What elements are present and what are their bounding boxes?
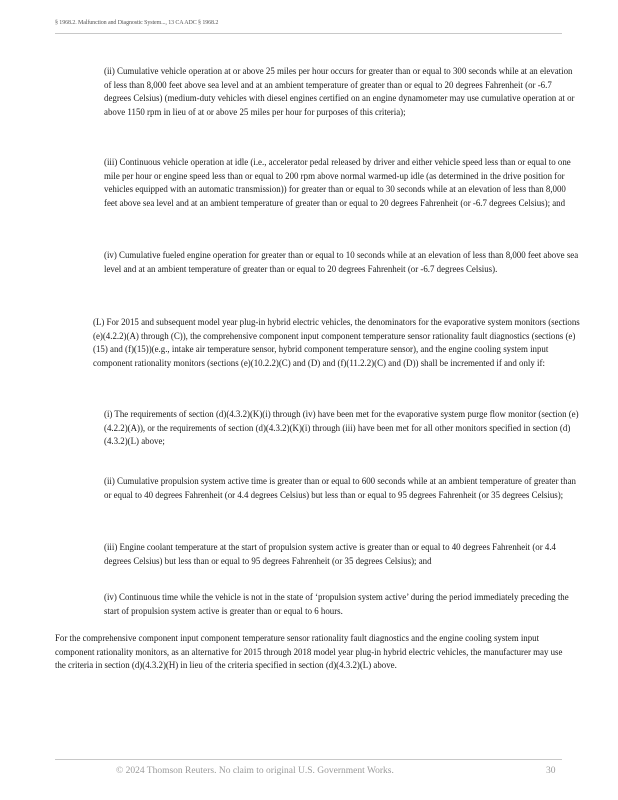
paragraph-L-phev-denominators: (L) For 2015 and subsequent model year plug-in hybrid electric vehicles, the denominators for the evaporative system monitors (sections (e)(4.2.2)(A) through (C)), the comprehensive component input component temperature sensor rationality fault diagnostics (sections (e)(15) and (f)(15))(e.g., intake air temperature sensor, hybrid component temperature sensor), and the engine cooling system input component rationality monitors (sections (e)(10.2.2)(C) and (D) and (f)(11.2.2)(C) and (D)) shall be incremented if and only if:	[93, 317, 580, 368]
paragraph-ii-vehicle-operation: (ii) Cumulative vehicle operation at or above 25 miles per hour occurs for greater than or equal to 300 seconds while at an elevation of less than 8,000 feet above sea level and at an ambient temperature of greater than or equal to 20 degrees Fahrenheit (or -6.7 degrees Celsius) (medium-duty vehicles with diesel engines certified on an engine dynamometer may use cumulative operation at or above 1150 rpm in lieu of at or above 25 miles per hour for purposes of this criteria);	[104, 66, 575, 117]
paragraph-iv-continuous-time: (iv) Continuous time while the vehicle is not in the state of ‘propulsion system active’ during the period immediately preceding the start of propulsion system active is greater than or equal to 6 hours.	[104, 592, 569, 616]
paragraph-iii-idle-operation: (iii) Continuous vehicle operation at idle (i.e., accelerator pedal released by driver and either vehicle speed less than or equal to one mile per hour or engine speed less than or equal to 200 rpm above normal warmed-up idle (as determined in the drive position for vehicles equipped with an automatic transmission)) for greater than or equal to 30 seconds while at an elevation of less than 8,000 feet above sea level and at an ambient temperature of greater than or equal to 20 degrees Fahrenheit (or -6.7 degrees Celsius); and	[104, 157, 571, 208]
paragraph-ii-propulsion-time: (ii) Cumulative propulsion system active time is greater than or equal to 600 seconds while at an ambient temperature of greater than or equal to 40 degrees Fahrenheit (or 4.4 degrees Celsius) but less than or equal to 95 degrees Fahrenheit (or 35 degrees Celsius);	[104, 476, 576, 500]
footer-copyright: © 2024 Thomson Reuters. No claim to original U.S. Government Works.	[116, 766, 394, 776]
running-header: § 1968.2. Malfunction and Diagnostic System..., 13 CA ADC § 1968.2	[55, 20, 219, 26]
footer-divider	[55, 759, 562, 760]
header-divider	[55, 33, 562, 34]
paragraph-iv-fueled-operation: (iv) Cumulative fueled engine operation for greater than or equal to 10 seconds while at an elevation of less than 8,000 feet above sea level and at an ambient temperature of greater than or equal to 20 degrees Fahrenheit (or -6.7 degrees Celsius).	[104, 250, 579, 274]
page-number: 30	[546, 766, 556, 776]
paragraph-i-requirements: (i) The requirements of section (d)(4.3.2)(K)(i) through (iv) have been met for the evaporative system purge flow monitor (section (e)(4.2.2)(A)), or the requirements of section (d)(4.3.2)(K)(i) through (iii) have been met for all other monitors specified in section (d)(4.3.2)(L) above;	[104, 409, 579, 447]
paragraph-alternative-criteria: For the comprehensive component input component temperature sensor rationality fault diagnostics and the engine cooling system input component rationality monitors, as an alternative for 2015 through 2018 model year plug-in hybrid electric vehicles, the manufacturer may use the criteria in section (d)(4.3.2)(H) in lieu of the criteria specified in section (d)(4.3.2)(L) above.	[55, 633, 563, 671]
paragraph-iii-coolant-temperature: (iii) Engine coolant temperature at the start of propulsion system active is greater than or equal to 40 degrees Fahrenheit (or 4.4 degrees Celsius) but less than or equal to 95 degrees Fahrenheit (or 35 degrees Celsius); and	[104, 542, 556, 566]
